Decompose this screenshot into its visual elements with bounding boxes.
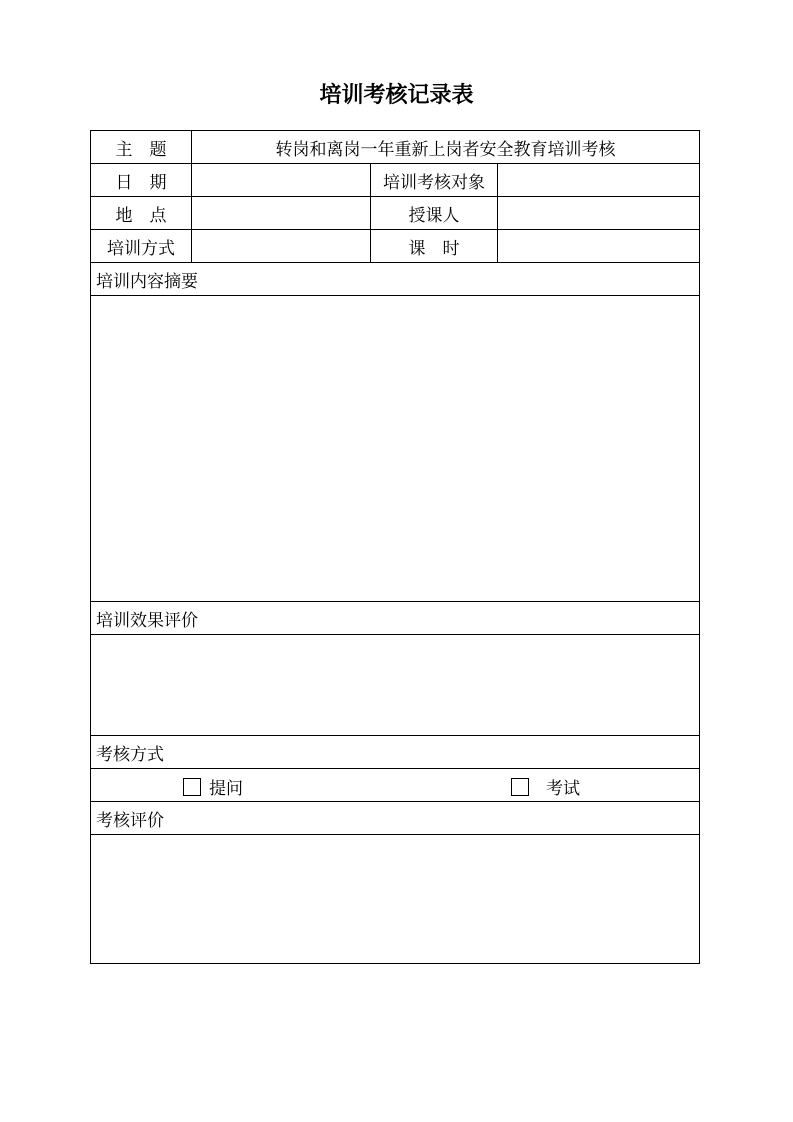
method-label: 培训方式	[90, 229, 192, 263]
exam-eval-area[interactable]	[90, 834, 700, 964]
place-value[interactable]	[191, 196, 371, 230]
effect-heading: 培训效果评价	[90, 601, 700, 635]
lecturer-label: 授课人	[370, 196, 498, 230]
target-label: 培训考核对象	[370, 163, 498, 197]
lecturer-value[interactable]	[497, 196, 700, 230]
hours-value[interactable]	[497, 229, 700, 263]
subject-label: 主 题	[90, 130, 192, 164]
option-question[interactable]	[183, 774, 243, 799]
summary-area[interactable]	[90, 295, 700, 602]
target-value[interactable]	[497, 163, 700, 197]
method-value[interactable]	[191, 229, 371, 263]
exam-eval-heading: 考核评价	[90, 801, 700, 835]
date-value[interactable]	[191, 163, 371, 197]
page-title: 培训考核记录表	[319, 83, 474, 108]
exam-method-heading: 考核方式	[90, 735, 700, 769]
checkbox-exam[interactable]	[511, 778, 529, 796]
place-label: 地 点	[90, 196, 192, 230]
option-exam[interactable]	[511, 774, 580, 799]
summary-heading: 培训内容摘要	[90, 262, 700, 296]
date-label: 日 期	[90, 163, 192, 197]
hours-label: 课 时	[370, 229, 498, 263]
checkbox-question[interactable]	[183, 778, 201, 796]
subject-value[interactable]: 转岗和离岗一年重新上岗者安全教育培训考核	[191, 130, 700, 164]
effect-area[interactable]	[90, 634, 700, 736]
option-question-label: 提问	[209, 779, 243, 799]
exam-method-options-row	[90, 768, 700, 802]
option-exam-label: 考试	[546, 779, 580, 799]
